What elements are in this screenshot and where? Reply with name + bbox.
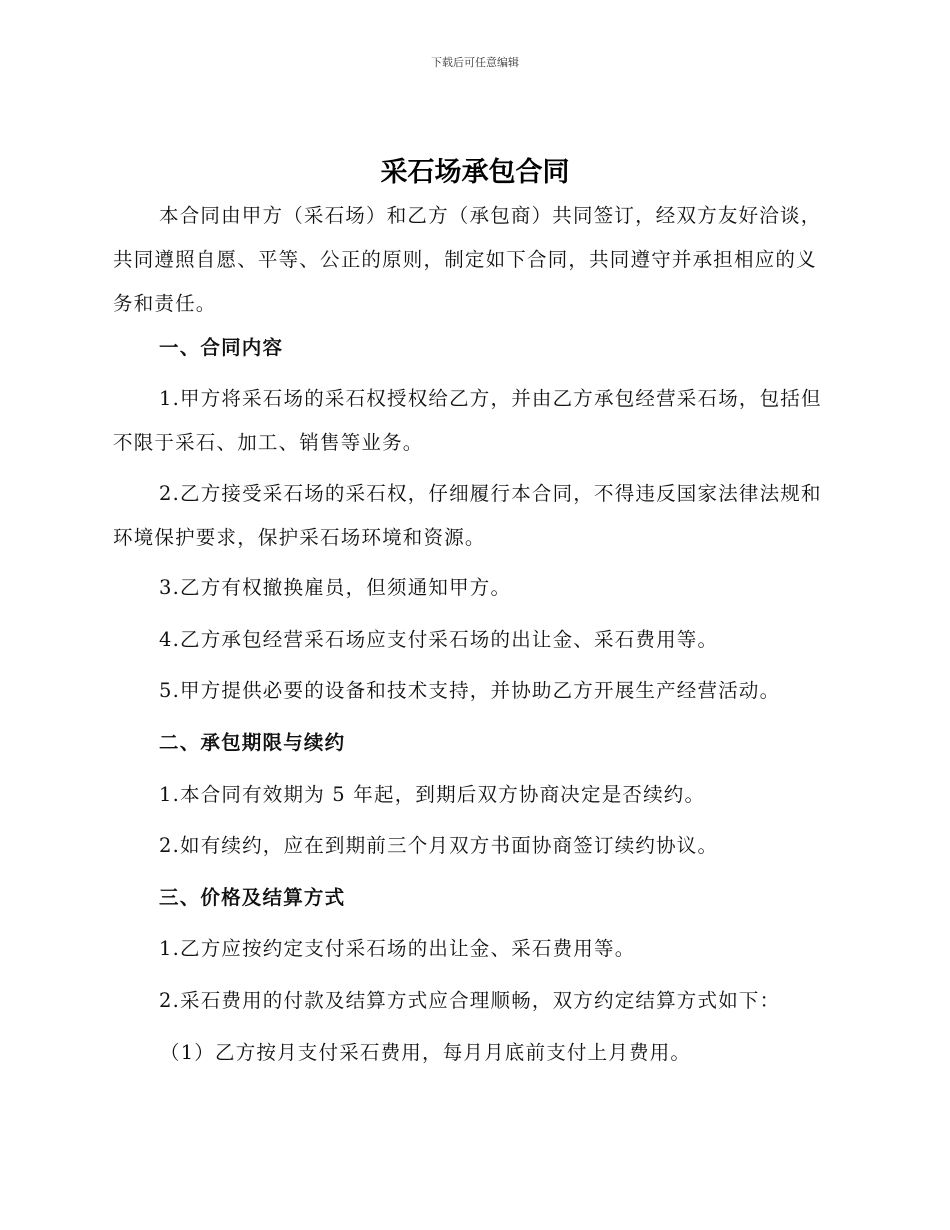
section-3-item-1: 1.乙方应按约定支付采石场的出让金、采石费用等。 xyxy=(159,937,636,960)
section-3-heading: 三、价格及结算方式 xyxy=(159,886,346,909)
section-2-heading: 二、承包期限与续约 xyxy=(159,731,346,754)
section-1-heading: 一、合同内容 xyxy=(159,336,284,359)
section-1-item-4: 4.乙方承包经营采石场应支付采石场的出让金、采石费用等。 xyxy=(159,628,719,651)
intro-paragraph: 本合同由甲方（采石场）和乙方（承包商）共同签订，经双方友好洽谈，共同遵照自愿、平等、公正的原则，制定如下合同，共同遵守并承担相应的义务和责任。 xyxy=(113,204,822,315)
section-1-item-2: 2.乙方接受采石场的采石权，仔细履行本合同，不得违反国家法律法规和环境保护要求，保护采石场环境和资源。 xyxy=(113,482,822,549)
section-3-subitem-1: （1）乙方按月支付采石费用，每月月底前支付上月费用。 xyxy=(160,1041,692,1064)
section-2-item-1: 1.本合同有效期为 5 年起，到期后双方协商决定是否续约。 xyxy=(159,783,706,806)
section-3-item-2: 2.采石费用的付款及结算方式应合理顺畅，双方约定结算方式如下： xyxy=(159,989,781,1012)
section-1-item-3: 3.乙方有权撤换雇员，但须通知甲方。 xyxy=(159,576,512,599)
section-1-item-5: 5.甲方提供必要的设备和技术支持，并协助乙方开展生产经营活动。 xyxy=(159,679,781,702)
header-note: 下载后可任意编辑 xyxy=(431,56,519,69)
document-title: 采石场承包合同 xyxy=(380,157,570,188)
section-1-item-1: 1.甲方将采石场的采石权授权给乙方，并由乙方承包经营采石场，包括但不限于采石、加工、销售等业务。 xyxy=(113,387,822,454)
section-2-item-2: 2.如有续约，应在到期前三个月双方书面协商签订续约协议。 xyxy=(159,834,719,857)
